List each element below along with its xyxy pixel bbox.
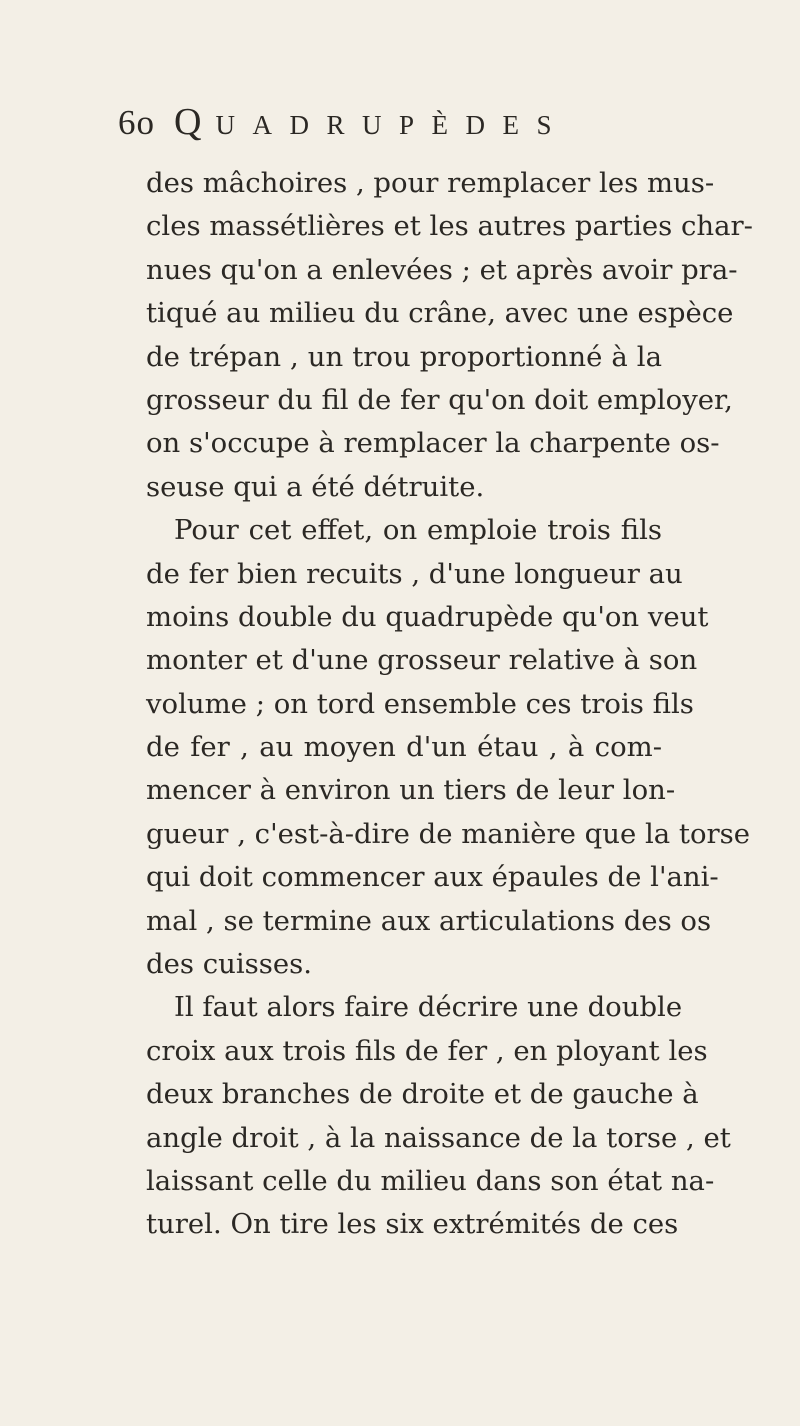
text-line: de fer bien recuits , d'une longueur au bbox=[146, 557, 683, 590]
running-head bbox=[118, 100, 678, 150]
text-line: deux branches de droite et de gauche à bbox=[146, 1078, 699, 1111]
text-line: cles massétlières et les autres parties char- bbox=[146, 210, 753, 243]
text-line: laissant celle du milieu dans son état na- bbox=[146, 1164, 715, 1197]
text-line: monter et d'une grosseur relative à son bbox=[146, 644, 698, 677]
text-line: mencer à environ un tiers de leur lon- bbox=[146, 774, 676, 807]
running-title bbox=[174, 100, 569, 144]
text-line: gueur , c'est-à-dire de manière que la torse bbox=[146, 817, 751, 850]
page-number: 6o bbox=[118, 103, 155, 142]
text-line: de fer , au moyen d'un étau , à com- bbox=[146, 731, 662, 764]
text-line: croix aux trois fils de fer , en ployant les bbox=[146, 1034, 708, 1067]
running-title-initial: Q bbox=[174, 101, 216, 143]
text-line: de trépan , un trou proportionné à la bbox=[146, 340, 662, 373]
text-line: moins double du quadrupède qu'on veut bbox=[146, 600, 709, 633]
text-line: grosseur du fil de fer qu'on doit employer, bbox=[146, 383, 733, 416]
body-text bbox=[146, 162, 753, 1247]
text-line: des mâchoires , pour remplacer les mus- bbox=[146, 167, 715, 199]
text-line: Pour cet effet, on emploie trois fils bbox=[174, 514, 662, 547]
running-title-rest: UADRUPÈDES bbox=[215, 110, 569, 140]
text-line: nues qu'on a enlevées ; et après avoir pra- bbox=[146, 253, 738, 286]
text-line: Il faut alors faire décrire une double bbox=[174, 991, 683, 1024]
text-line: seuse qui a été détruite. bbox=[146, 470, 485, 503]
text-line: volume ; on tord ensemble ces trois fils bbox=[146, 687, 694, 720]
text-line: mal , se termine aux articulations des os bbox=[146, 904, 712, 937]
text-line: turel. On tire les six extrémités de ces bbox=[146, 1208, 679, 1241]
text-line: qui doit commencer aux épaules de l'ani- bbox=[146, 861, 719, 894]
text-line: on s'occupe à remplacer la charpente os- bbox=[146, 427, 720, 460]
text-line: des cuisses. bbox=[146, 948, 312, 981]
text-line: tiqué au milieu du crâne, avec une espèce bbox=[146, 297, 734, 330]
text-line: angle droit , à la naissance de la torse , et bbox=[146, 1121, 731, 1154]
